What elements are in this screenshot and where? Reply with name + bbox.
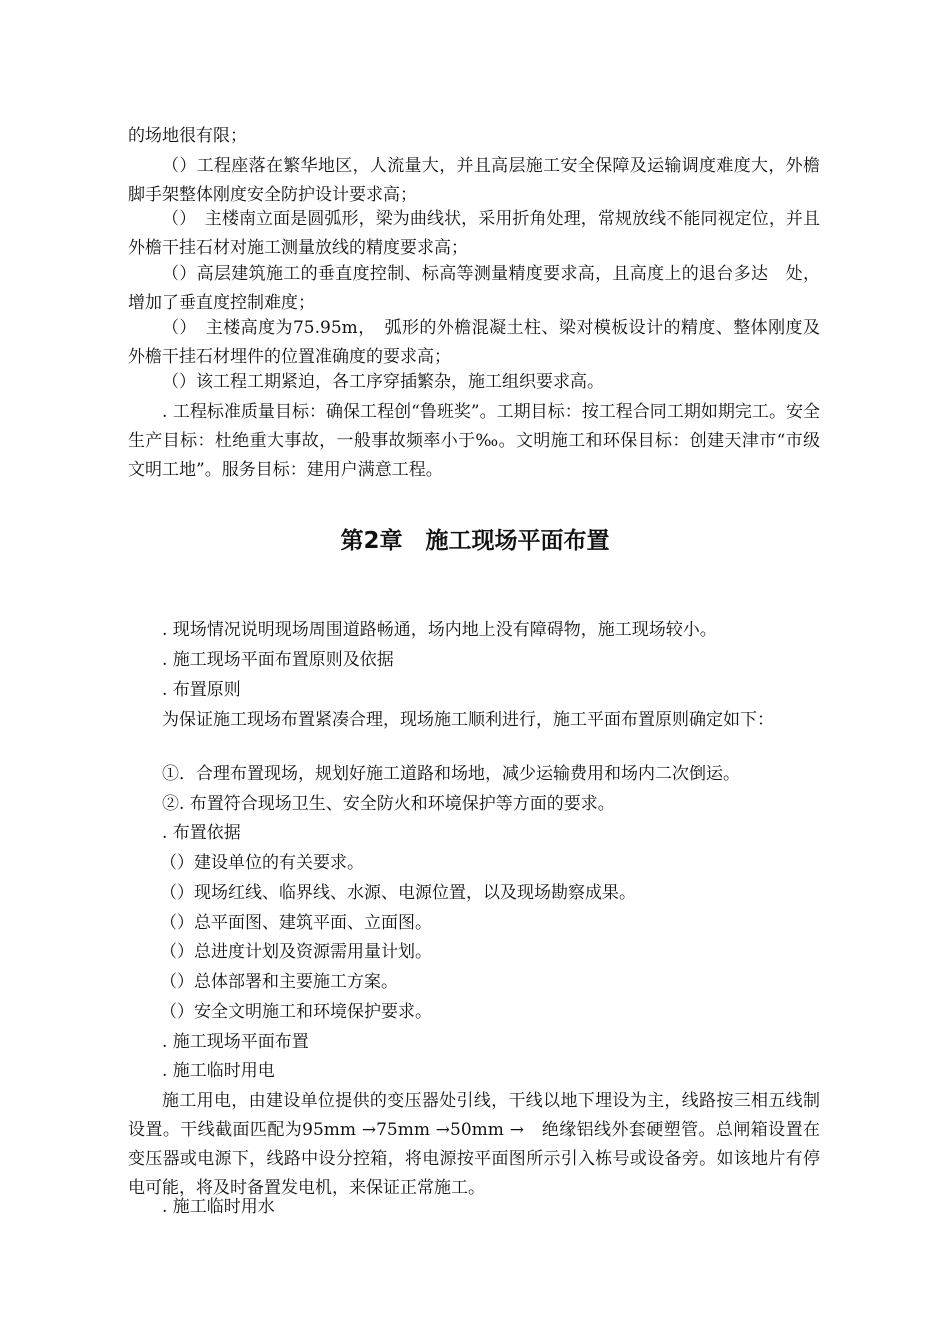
list-item: （）总进度计划及资源需用量计划。 [160, 942, 432, 962]
list-item: （）总平面图、建筑平面、立面图。 [160, 913, 432, 933]
section-heading: . 布置依据 [162, 823, 241, 843]
list-item: （）总体部署和主要施工方案。 [160, 972, 398, 992]
text-paragraph: （） 主楼高度为75.95m， 弧形的外檐混凝土柱、梁对模板设计的精度、整体刚度及外檐干挂石材埋件的位置准确度的要求高； [128, 318, 820, 367]
list-item: ①．合理布置现场，规划好施工道路和场地，减少运输费用和场内二次倒运。 [162, 764, 740, 784]
text-paragraph: 施工用电，由建设单位提供的变压器处引线，干线以地下埋设为主，线路按三相五线制设置。干线截面匹配为95mm →75mm →50mm → 绝缘铝线外套硬塑管。总闸箱设置在变压器或电源下，线路中设分控箱，将电源按平面图所示引入栋号或设备旁。如该地片有停电可能，将及时备置发电机，来保证正常施工。 [128, 1091, 820, 1198]
text-paragraph: （）该工程工期紧迫，各工序穿插繁杂，施工组织要求高。 [162, 372, 604, 392]
text-paragraph: （）高层建筑施工的垂直度控制、标高等测量精度要求高，且高度上的退台多达 处，增加了垂直度控制难度； [128, 264, 820, 313]
text-paragraph: 为保证施工现场布置紧凑合理，现场施工顺利进行，施工平面布置原则确定如下： [162, 710, 774, 730]
section-heading: . 施工临时用水 [162, 1197, 275, 1217]
text-paragraph: . 现场情况说明现场周围道路畅通，场内地上没有障碍物，施工现场较小。 [162, 620, 717, 640]
section-heading: . 施工临时用电 [162, 1061, 275, 1081]
list-item: （）建设单位的有关要求。 [160, 853, 364, 873]
text-paragraph: （）工程座落在繁华地区，人流量大，并且高层施工安全保障及运输调度难度大，外檐脚手架整体刚度安全防护设计要求高； [128, 156, 820, 205]
section-heading: . 施工现场平面布置原则及依据 [162, 650, 394, 670]
section-heading: . 施工现场平面布置 [162, 1032, 309, 1052]
text-paragraph: . 工程标准质量目标：确保工程创“鲁班奖”。工期目标：按工程合同工期如期完工。安全生产目标：杜绝重大事故，一般事故频率小于‰。文明施工和环保目标：创建天津市“市级文明工地”。服务目标：建用户满意工程。 [128, 402, 820, 480]
section-heading: . 布置原则 [162, 680, 241, 700]
text-paragraph: 的场地很有限； [128, 126, 247, 146]
chapter-title: 第2章 施工现场平面布置 [340, 528, 610, 554]
list-item: （）现场红线、临界线、水源、电源位置，以及现场勘察成果。 [160, 883, 636, 903]
text-paragraph: （） 主楼南立面是圆弧形，梁为曲线状，采用折角处理，常规放线不能同视定位，并且外檐干挂石材对施工测量放线的精度要求高； [128, 209, 820, 258]
list-item: （）安全文明施工和环境保护要求。 [160, 1002, 432, 1022]
list-item: ②. 布置符合现场卫生、安全防火和环境保护等方面的要求。 [162, 794, 615, 814]
